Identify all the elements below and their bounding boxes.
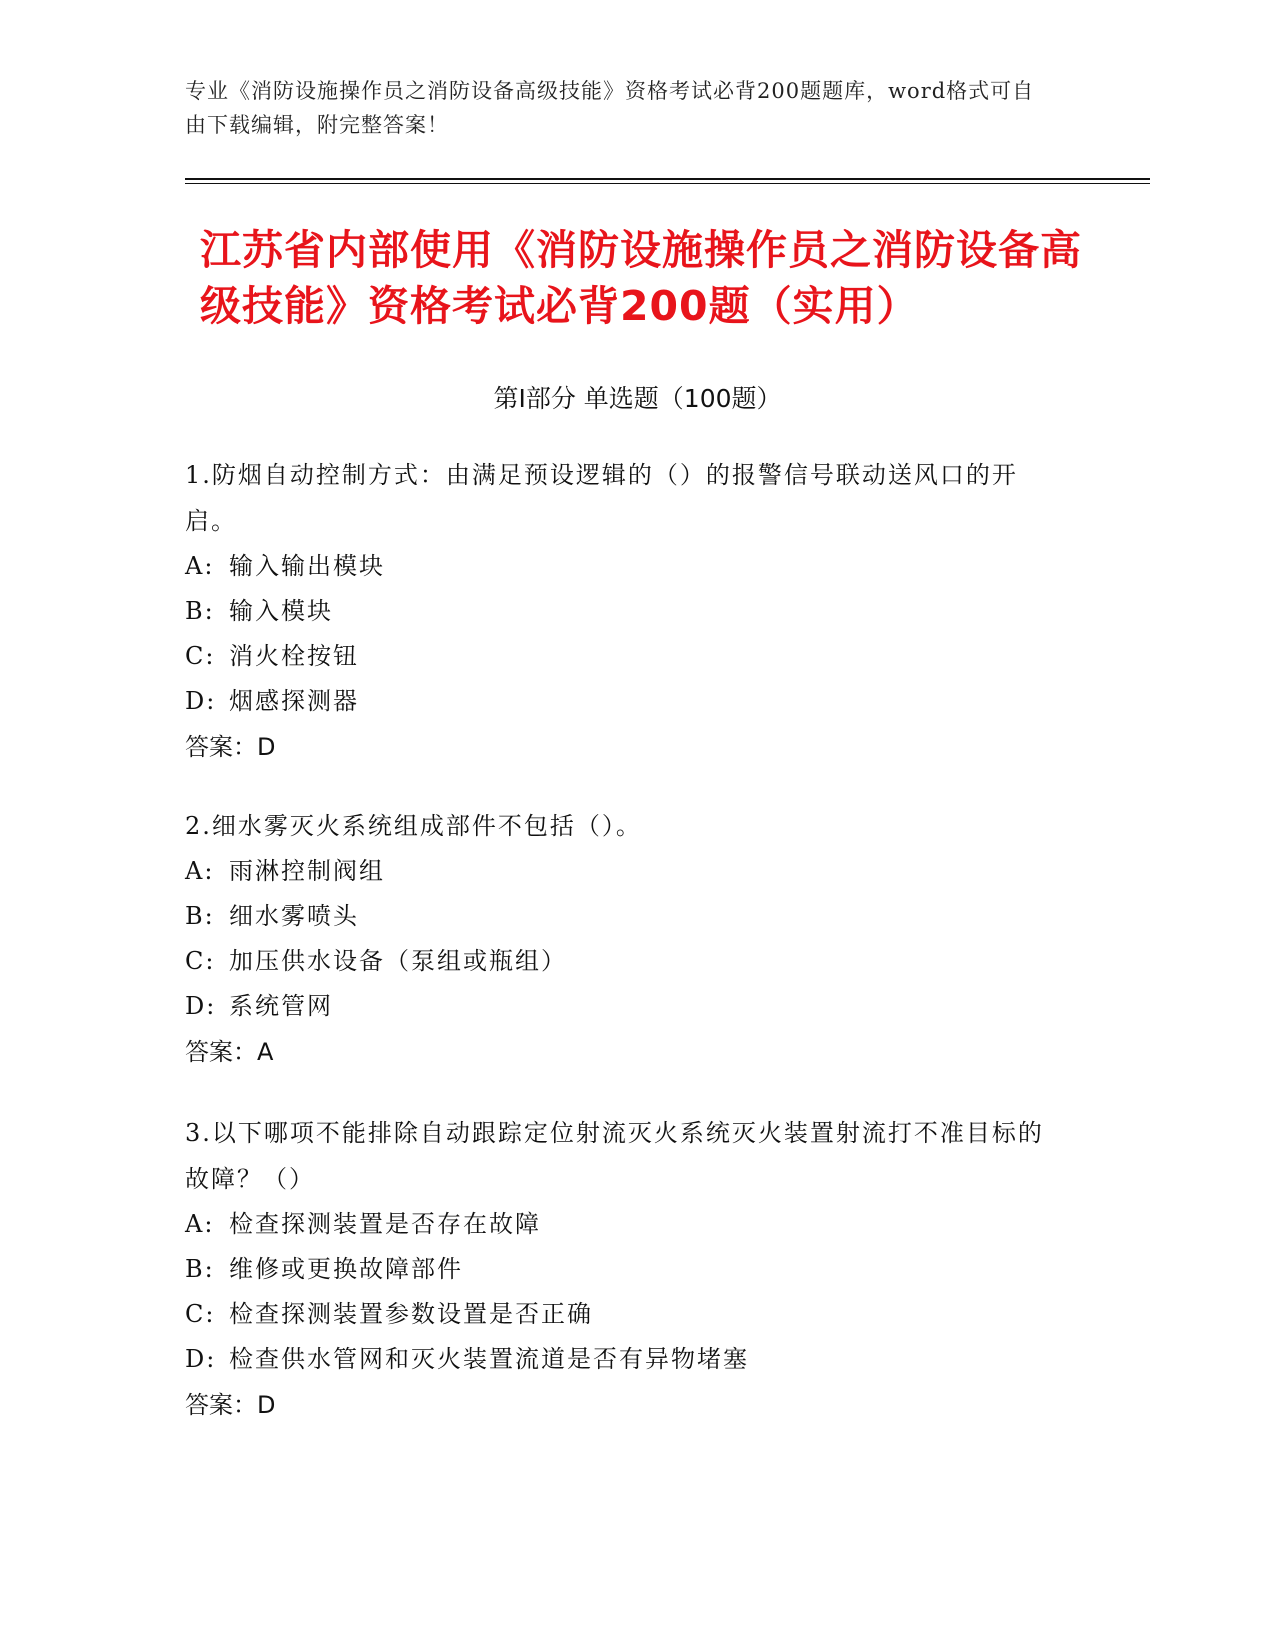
option-b xyxy=(185,1247,1065,1292)
option-key: B: xyxy=(185,597,215,625)
option-text: 检查探测装置是否存在故障 xyxy=(229,1210,541,1238)
option-key: C: xyxy=(185,1300,216,1328)
question-stem: 2.细水雾灭火系统组成部件不包括（）。 xyxy=(185,812,642,840)
option-text: 消火栓按钮 xyxy=(229,642,359,670)
option-d xyxy=(185,1337,1065,1382)
question-2 xyxy=(185,803,1065,1075)
option-key: B: xyxy=(185,1255,215,1283)
option-key: C: xyxy=(185,642,216,670)
option-d xyxy=(185,984,1065,1029)
option-c xyxy=(185,1292,1065,1337)
option-text: 输入输出模块 xyxy=(229,552,385,580)
option-text: 输入模块 xyxy=(229,597,333,625)
option-text: 系统管网 xyxy=(229,992,333,1020)
option-a xyxy=(185,849,1065,894)
option-key: D: xyxy=(185,992,217,1020)
option-a xyxy=(185,1202,1065,1247)
option-key: D: xyxy=(185,687,217,715)
answer-line: 答案：D xyxy=(185,1391,276,1419)
option-a xyxy=(185,544,1065,589)
header-divider-thin xyxy=(185,183,1150,184)
option-text: 检查供水管网和灭火装置流道是否有异物堵塞 xyxy=(229,1345,749,1373)
option-key: A: xyxy=(185,857,215,885)
option-c xyxy=(185,939,1065,984)
header-divider-thick xyxy=(185,178,1150,180)
option-text: 细水雾喷头 xyxy=(229,902,359,930)
header-note: 专业《消防设施操作员之消防设备高级技能》资格考试必背200题题库，word格式可自由下载编辑，附完整答案！ xyxy=(185,79,1035,137)
option-d xyxy=(185,679,1065,724)
option-c xyxy=(185,634,1065,679)
section-heading: 第Ⅰ部分 单选题（100题） xyxy=(493,384,782,413)
option-key: A: xyxy=(185,552,215,580)
question-1 xyxy=(185,452,1065,770)
document-title: 江苏省内部使用《消防设施操作员之消防设备高级技能》资格考试必背200题（实用） xyxy=(200,226,1082,330)
option-key: C: xyxy=(185,947,216,975)
question-stem: 1.防烟自动控制方式：由满足预设逻辑的（）的报警信号联动送风口的开启。 xyxy=(185,461,1018,535)
option-text: 加压供水设备（泵组或瓶组） xyxy=(229,947,567,975)
question-3 xyxy=(185,1110,1065,1428)
option-text: 维修或更换故障部件 xyxy=(229,1255,463,1283)
answer-line: 答案：A xyxy=(185,1038,274,1066)
option-text: 检查探测装置参数设置是否正确 xyxy=(229,1300,593,1328)
answer-line: 答案：D xyxy=(185,733,276,761)
option-key: D: xyxy=(185,1345,217,1373)
option-b xyxy=(185,589,1065,634)
question-stem: 3.以下哪项不能排除自动跟踪定位射流灭火系统灭火装置射流打不准目标的故障？（） xyxy=(185,1119,1044,1193)
option-b xyxy=(185,894,1065,939)
option-key: A: xyxy=(185,1210,215,1238)
option-key: B: xyxy=(185,902,215,930)
option-text: 烟感探测器 xyxy=(229,687,359,715)
option-text: 雨淋控制阀组 xyxy=(229,857,385,885)
